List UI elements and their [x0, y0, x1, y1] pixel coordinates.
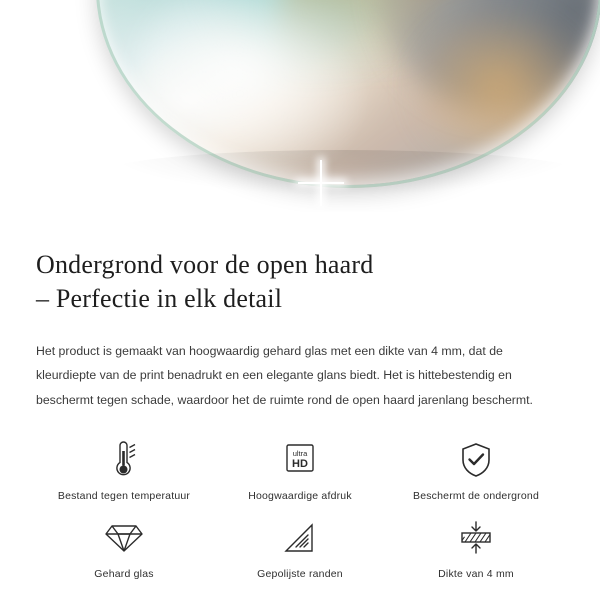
feature-temperature: [36, 438, 212, 502]
page-title: [36, 248, 564, 317]
svg-text:HD: HD: [292, 458, 308, 471]
polished-edges-icon: [274, 516, 326, 560]
feature-label: Gepolijste randen: [257, 568, 343, 581]
diamond-icon: [98, 516, 150, 560]
shield-check-icon: [450, 438, 502, 482]
headline-line-2: – Perfectie in elk detail: [36, 284, 283, 314]
feature-label: Beschermt de ondergrond: [412, 490, 539, 503]
feature-tempered-glass: [36, 516, 212, 580]
round-glass-panel: [96, 0, 600, 188]
ultra-hd-icon: [274, 438, 326, 482]
feature-thickness: [388, 516, 564, 580]
description-paragraph: Het product is gemaakt van hoogwaardig gehard glas met een dikte van 4 mm, dat de kleurdiepte van de print benadrukt en een elegante glans biedt. Het is hittebestendig en beschermt tegen schade, waardoor het de ruimte rond de open haard jarenlang beschermt.: [36, 343, 533, 407]
feature-polished-edges: [212, 516, 388, 580]
thermometer-icon: [98, 438, 150, 482]
content-area: [0, 212, 600, 580]
feature-print-quality: [212, 438, 388, 502]
feature-label: Bestand tegen temperatuur: [57, 490, 191, 503]
hero-image: [0, 0, 600, 212]
feature-label: Gehard glas: [94, 568, 154, 581]
feature-grid: [36, 438, 564, 580]
svg-text:ultra: ultra: [292, 449, 308, 459]
thickness-arrows-icon: [450, 516, 502, 560]
marble-texture-white: [136, 0, 396, 172]
feature-label: Hoogwaardige afdruk: [248, 490, 352, 503]
feature-label: Dikte van 4 mm: [438, 568, 514, 581]
feature-surface-protection: [388, 438, 564, 502]
marble-texture-gold-lower: [410, 8, 590, 168]
hero-image-inner: [0, 0, 600, 212]
headline-line-1: Ondergrond voor de open haard: [36, 250, 374, 279]
